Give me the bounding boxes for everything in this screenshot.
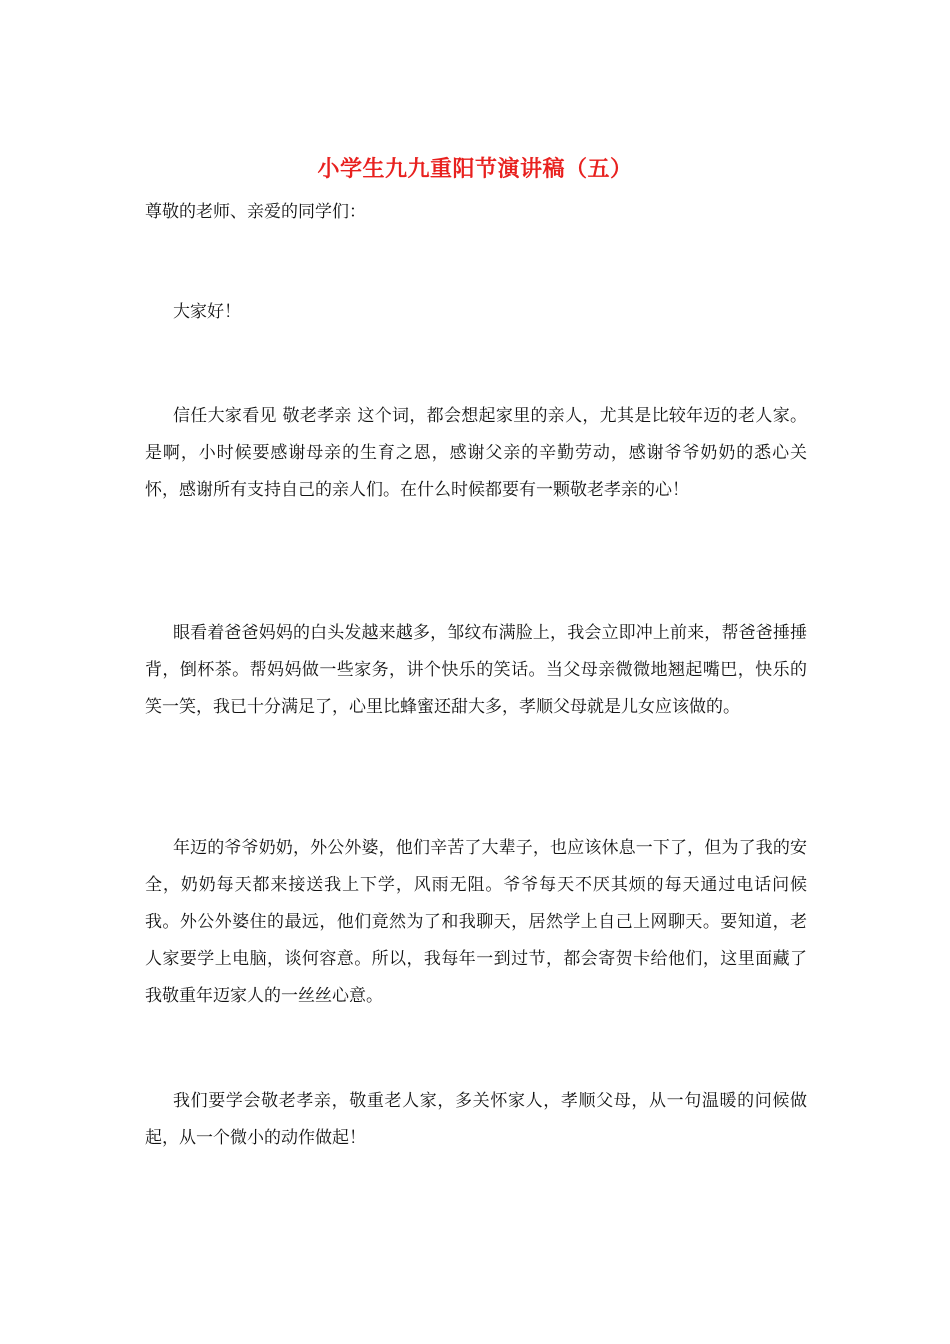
salutation: 尊敬的老师、亲爱的同学们：: [145, 202, 366, 222]
body-paragraph: 信任大家看见 敬老孝亲 这个词，都会想起家里的亲人，尤其是比较年迈的老人家。是啊，小时候要感谢母亲的生育之恩，感谢父亲的辛勤劳动，感谢爷爷奶奶的悉心关怀，感谢所有支持自己的亲人们。在什么时候都要有一颗敬老孝亲的心！: [145, 406, 807, 500]
greeting: 大家好！: [173, 302, 241, 322]
body-paragraph: 眼看着爸爸妈妈的白头发越来越多，邹纹布满脸上，我会立即冲上前来，帮爸爸捶捶背，倒杯茶。帮妈妈做一些家务，讲个快乐的笑话。当父母亲微微地翘起嘴巴，快乐的笑一笑，我已十分满足了，心里比蜂蜜还甜大多，孝顺父母就是儿女应该做的。: [145, 623, 807, 717]
body-paragraph: 年迈的爷爷奶奶，外公外婆，他们辛苦了大辈子，也应该休息一下了，但为了我的安全，奶奶每天都来接送我上下学，风雨无阻。爷爷每天不厌其烦的每天通过电话问候我。外公外婆住的最远，他们竟然为了和我聊天，居然学上自己上网聊天。要知道，老人家要学上电脑，谈何容意。所以，我每年一到过节，都会寄贺卡给他们，这里面藏了我敬重年迈家人的一丝丝心意。: [145, 838, 807, 1006]
document-title: 小学生九九重阳节演讲稿（五）: [317, 156, 633, 182]
body-paragraph: 我们要学会敬老孝亲，敬重老人家，多关怀家人，孝顺父母，从一句温暖的问候做起，从一个微小的动作做起！: [145, 1091, 807, 1148]
